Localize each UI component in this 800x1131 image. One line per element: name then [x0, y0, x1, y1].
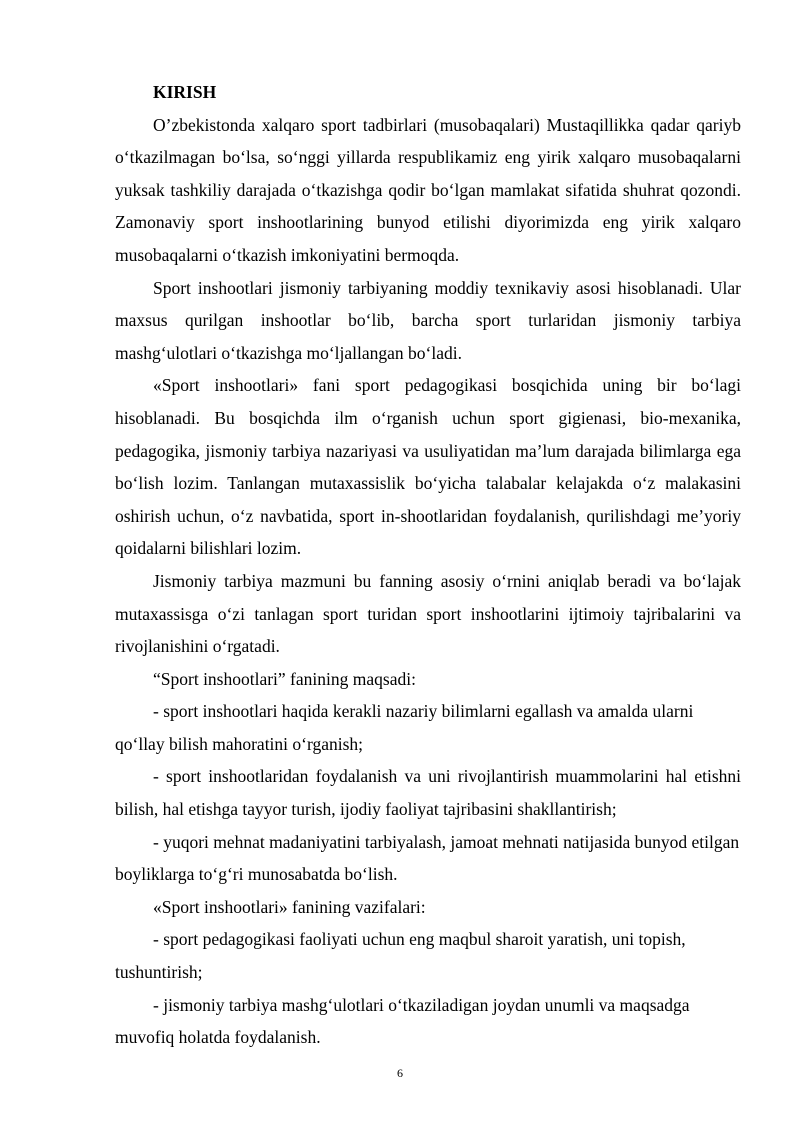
section-title: KIRISH — [153, 82, 217, 102]
page-number: 6 — [397, 1066, 403, 1080]
page-body — [115, 76, 741, 1054]
goal-item-1: - sport inshootlari haqida kerakli nazariy bilimlarni egallash va amalda ularni qo‘llay bilish mahoratini o‘rganish; — [115, 701, 694, 754]
tasks-heading: «Sport inshootlari» fanining vazifalari: — [153, 896, 426, 917]
task-item-1: - sport pedagogikasi faoliyati uchun eng maqbul sharoit yaratish, uni topish, tushuntirish; — [115, 929, 686, 983]
task-item-2: - jismoniy tarbiya mashg‘ulotlari o‘tkaziladigan joydan unumli va maqsadga muvofiq holatda foydalanish. — [115, 994, 690, 1048]
goals-heading: “Sport inshootlari” fanining maqsadi: — [153, 668, 416, 689]
paragraph-content: Jismoniy tarbiya mazmuni bu fanning asosiy o‘rnini aniqlab beradi va bo‘lajak mutaxassisga o‘zi tanlagan sport turidan sport inshootlarini ijtimoiy tajribalarini va rivojlanishini o‘rgatadi. — [115, 570, 741, 657]
paragraph-sport-facilities: Sport inshootlari jismoniy tarbiyaning moddiy texnikaviy asosi hisoblanadi. Ular maxsus qurilgan inshootlar bo‘lib, barcha sport turlaridan jismoniy tarbiya mashg‘ulotlari o‘tkazishga mo‘ljallangan bo‘ladi. — [115, 277, 741, 363]
paragraph-intro: O’zbekistonda xalqaro sport tadbirlari (musobaqalari) Mustaqillikka qadar qariyb o‘tkazilmagan bo‘lsa, so‘nggi yillarda respublikamiz eng yirik xalqaro musobaqalarni yuksak tashkiliy darajada o‘tkazishga qodir bo‘lgan mamlakat sifatida shuhrat qozondi. Zamonaviy sport inshootlarining bunyod etilishi diyorimizda eng yirik xalqaro musobaqalarni o‘tkazish imkoniyatini bermoqda. — [115, 114, 741, 265]
paragraph-subject: «Sport inshootlari» fani sport pedagogikasi bosqichida uning bir bo‘lagi hisoblanadi. Bu bosqichda ilm o‘rganish uchun sport gigienasi, bio-mexanika, pedagogika, jismoniy tarbiya nazariyasi va usuliyatidan ma’lum darajada bilimlarga ega bo‘lish lozim. Tanlangan mutaxassislik bo‘yicha talabalar kelajakda o‘z malakasini oshirish uchun, o‘z navbatida, sport in-shootlaridan foydalanish, qurilishdagi me’yoriy qoidalarni bilishlari lozim. — [115, 375, 741, 559]
goal-item-3: - yuqori mehnat madaniyatini tarbiyalash, jamoat mehnati natijasida bunyod etilgan boyliklarga to‘g‘ri munosabatda bo‘lish. — [115, 831, 740, 885]
goal-item-2: - sport inshootlaridan foydalanish va uni rivojlantirish muammolarini hal etishni bilish, hal etishga tayyor turish, ijodiy faoliyat tajribasini shakllantirish; — [115, 766, 741, 820]
